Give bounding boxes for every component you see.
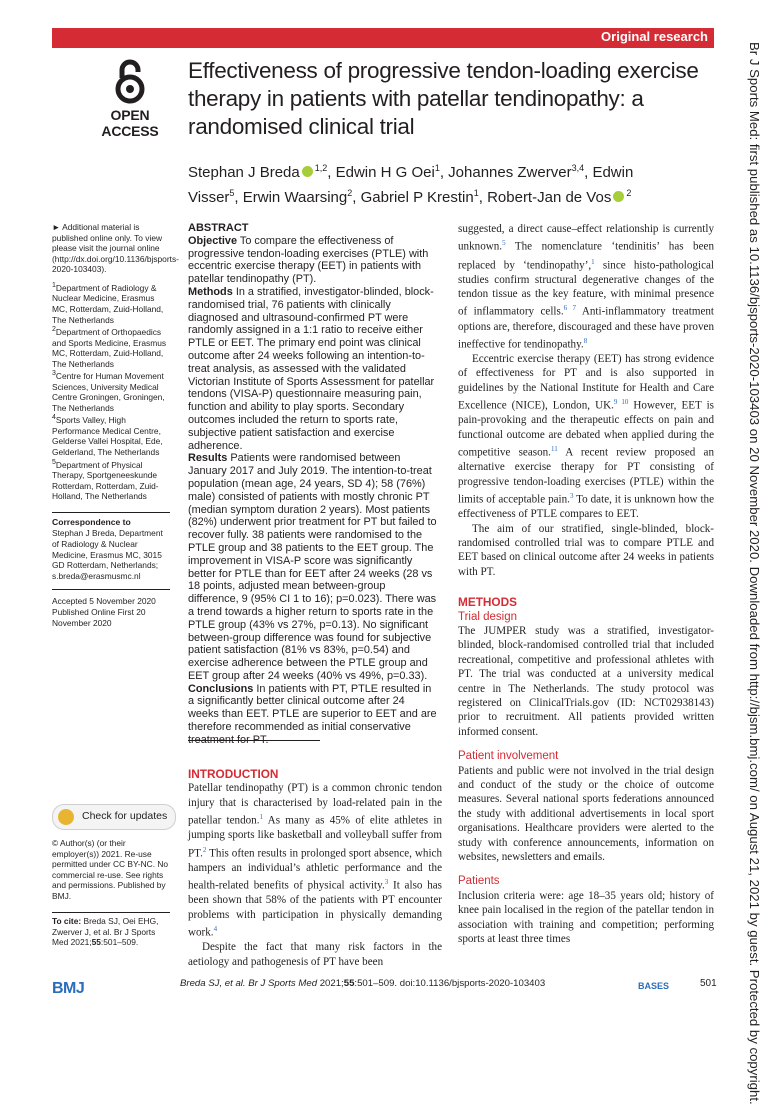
published-date: Published Online First 20 November 2020 <box>52 606 146 628</box>
right-column <box>458 222 714 947</box>
citation-pages: :501–509. <box>100 937 139 948</box>
abstract-section-label: Results <box>188 452 228 465</box>
affiliation: $^4$Sports Valley, High Performance Medical Centre, Gelderse Vallei Hospital, Ede, Gelderland, The Netherlands <box>52 414 163 458</box>
author-list: Stephan J Breda $^{1,2}$, Edwin H G Oei$^1$, Johannes Zwerver$^{3,4}$, Edwin Visser$^5$, Erwin Waarsing$^2$, Gabriel P Krestin$^1$, Robert-Jan de Vos $^2$ <box>188 163 634 206</box>
footer-authors: Breda SJ, et al. Br J Sports Med <box>180 978 318 989</box>
check-updates-label: Check for updates <box>82 810 168 822</box>
affiliation-list <box>52 281 170 502</box>
patient-involvement-text: Patients and public were not involved in the trial design and conduct of the study or the choice of outcome measures. Several national sports federations announced the study with additional advertisements in local sport organisations. Healthcare providers were alerted to the study with conference announcements, information on websites, newsletters and emails. <box>458 764 714 864</box>
orcid-icon[interactable] <box>613 191 624 202</box>
citation-label: To cite: <box>52 916 82 926</box>
section-banner <box>52 28 714 48</box>
patients-heading: Patients <box>458 875 500 888</box>
introduction-section <box>188 767 442 969</box>
intro-paragraph-3: suggested, a direct cause–effect relationship is currently unknown.$^5$ The nomenclature ‘tendinitis’ has been replaced by ‘tendinopathy’,$^1$ since histo-pathological studies confirm structural degenerative changes of the tendon tissue as the key feature, with minimal presence of inflammatory cells.$^{6 7}$ Anti-inflammatory treatment options are, therefore, discouraged and these have proven ineffective for tendinopathy.$^8$ <box>458 223 715 351</box>
abstract-section-text: Patients were randomised between January 2017 and July 2019. The intention-to-treat population (mean age, 24 years, SD 4); 58 (76%) male) consisted of patients with mostly chronic PT (median symptom duration 2 years). Most patients (82%) underwent prior treatment for PT but failed to recover fully. 38 patients were randomised to the PTLE group and 38 patients to the EET group. The improvement in VISA-P score was significantly better for PTLE than for EET after 24 weeks (28 vs 18 points, adjusted mean between-group difference, 9 (95% CI 1 to 16); p=0.023). There was a trend towards a higher return to sports rate in the PTLE group (43% vs 27%, p=0.13). No significant between-group difference was found for subjective patient satisfaction (81% vs 83%, p=0.54) and exercise adherence between the PTLE group and EET group after 24 weeks (40% vs 49%, p=0.33). <box>188 452 437 682</box>
affiliation: $^2$Department of Orthopaedics and Sports Medicine, Erasmus MC, Rotterdam, Zuid-Holland, The Netherlands <box>52 326 167 369</box>
citation-text: Breda SJ, Oei EHG, Zwerver J, et al. Br J Sports Med <box>52 916 159 948</box>
download-notice <box>742 42 764 1105</box>
citation-volume: 55 <box>91 937 101 948</box>
intro-paragraph-2: Despite the fact that many risk factors in the aetiology and pathogenesis of PT have been <box>188 941 442 968</box>
author-affiliation: 1 <box>434 163 440 173</box>
page-footer <box>180 978 600 989</box>
abstract-section-label: Objective <box>188 234 238 247</box>
footer-volume: 55 <box>343 978 355 989</box>
patients-text: Inclusion criteria were: age 18–35 years old; history of knee pain localised in the region of the patellar tendon in association with training and competition; performing sports at least three times <box>458 889 714 946</box>
page-number: 501 <box>700 978 717 989</box>
open-access-logo <box>90 58 170 139</box>
author-affiliation: 5 <box>229 188 235 198</box>
abstract-divider <box>188 740 320 741</box>
open-access-text: OPEN ACCESS <box>101 107 159 139</box>
abstract-section <box>188 286 438 452</box>
author-name: Erwin Waarsing <box>242 189 348 206</box>
abstract-section-text: In a stratified, investigator-blinded, block-randomised trial, 76 patients with clinically diagnosed and ultrasound-confirmed PT were randomly assigned in a 1:1 ratio to receive either PTLE or EET. The primary end point was clinical outcome after 24 weeks following an intention-to-treat analysis, as assessed with the validated Victorian Institute of Sports Assessment for patellar tendons (VISA-P) questionnaire measuring pain, function and ability to play sports. Secondary outcomes included the return to sports rate, subjective patient satisfaction and exercise adherence. <box>188 285 435 452</box>
author-name: Edwin H G Oei <box>335 164 435 181</box>
abstract-section <box>188 452 438 682</box>
additional-material-note: ► Additional material is published online only. To view please visit the journal online (http://dx.doi.org/10.1136/bjsports-2020-103403). <box>52 222 179 275</box>
author-name: Edwin Visser <box>188 164 634 206</box>
abstract-section-label: Methods <box>188 285 233 298</box>
author-affiliation: 2 <box>347 188 353 198</box>
footer-doi: :501–509. doi:10.1136/bjsports-2020-103403 <box>354 978 546 989</box>
affiliation: $^1$Department of Radiology & Nuclear Medicine, Erasmus MC, Rotterdam, Zuid-Holland, The Netherlands <box>52 281 164 325</box>
download-notice-text: Br J Sports Med: first published as 10.1136/bjsports-2020-103403 on 20 November 2020. Downloaded from http://bjsm.bmj.com/ on August 21, 2021 by guest. Protected by copyright. <box>747 42 762 1105</box>
intro-paragraph-1: Patellar tendinopathy (PT) is a common chronic tendon injury that is characterised by load-related pain in the patellar tendon.$^1$ As many as 45% of elite athletes in jumping sports like basketball and volleyball suffer from PT.$^2$ This often results in prolonged sport absence, which hampers an individual’s athletic performance and the health-related benefits of physical activity.$^3$ It also has been shown that 58% of the patients with PT encounter problems with participation in physically demanding work.$^4$ <box>188 782 442 939</box>
author-affiliation: 2 <box>626 188 632 198</box>
author-name: Gabriel P Krestin <box>360 189 474 206</box>
correspondence-heading: Correspondence to <box>52 512 170 528</box>
abstract-section <box>188 235 438 286</box>
abstract <box>188 222 438 747</box>
bases-logo: BASES <box>638 981 670 991</box>
methods-heading: METHODS <box>458 595 517 610</box>
trial-design-heading: Trial design <box>458 610 518 623</box>
open-access-lock-icon <box>112 58 148 104</box>
article-title: Effectiveness of progressive tendon-loading exercise therapy in patients with patellar tendinopathy: a randomised clinical trial <box>188 58 699 139</box>
citation-box <box>52 912 170 948</box>
footer-year: 2021; <box>319 978 344 989</box>
section-label: Original research <box>601 29 708 44</box>
bmj-logo: BMJ <box>52 980 85 997</box>
author-affiliation: 1,2 <box>314 163 328 173</box>
intro-paragraph-4: Eccentric exercise therapy (EET) has strong evidence of effectiveness for PT and is also supported in guidelines by the National Institute for Health and Care Excellence (NICE), London, UK.$^{9 10}$ However, EET is pain-provoking and the therapeutic effects on pain and functional outcome are debated when applied during the competitive season.$^{11}$ A recent review proposed an alternative exercise therapy for PT consisting of progressive tendon-loading exercises (PTLE) within the limits of acceptable pain.$^3$ To date, it is unknown how the effectiveness of PTLE compares to EET. <box>458 353 715 521</box>
author-name: Stephan J Breda <box>188 164 300 181</box>
intro-paragraph-5: The aim of our stratified, single-blinded, block-randomised controlled trial was to compare PTLE and EET based on clinical outcome after 24 weeks in patients with PT. <box>458 522 714 578</box>
orcid-icon[interactable] <box>302 166 313 177</box>
check-updates-button[interactable] <box>52 804 176 830</box>
abstract-section-text: To compare the effectiveness of progressive tendon-loading exercises (PTLE) with eccentric exercise therapy (EET) in patients with patellar tendinopathy (PT). <box>188 234 429 286</box>
license-text: © Author(s) (or their employer(s)) 2021. Re-use permitted under CC BY-NC. No commercial re-use. See rights and permissions. Published by BMJ. <box>52 838 169 901</box>
abstract-section <box>188 683 438 747</box>
correspondence-text: Stephan J Breda, Department of Radiology & Nuclear Medicine, Erasmus MC, 3015 GD Rotterdam, Netherlands; s.breda@erasmusmc.nl <box>52 528 163 581</box>
abstract-heading: ABSTRACT <box>188 222 249 234</box>
trial-design-text: The JUMPER study was a stratified, investigator-blinded, block-randomised controlled trial that included recreational, competitive and professional athletes with PT. The trial was conducted at a university medical centre in The Netherlands. The study protocol was registered on ClinicalTrials.gov (ID: NCT02938143) prior to recruitment. All patients provided written informed consent. <box>458 624 714 738</box>
accepted-date: Accepted 5 November 2020 <box>52 589 170 607</box>
affiliation: $^3$Centre for Human Movement Sciences, University Medical Centre Groningen, Groningen, The Netherlands <box>52 370 165 413</box>
author-name: Johannes Zwerver <box>448 164 572 181</box>
abstract-sections <box>188 235 438 747</box>
author-affiliation: 1 <box>473 188 479 198</box>
citation-year: 2021; <box>70 937 92 948</box>
check-updates-icon <box>58 809 74 825</box>
introduction-heading: INTRODUCTION <box>188 767 279 781</box>
author-name: Robert-Jan de Vos <box>487 189 612 206</box>
sidebar <box>52 222 179 634</box>
author-affiliation: 3,4 <box>571 163 585 173</box>
affiliation: $^5$Department of Physical Therapy, Sportgeneeskunde Rotterdam, Rotterdam, Zuid-Holland, The Netherlands <box>52 458 159 502</box>
abstract-section-text: In patients with PT, PTLE resulted in a significantly better clinical outcome after 24 weeks than EET. PTLE are superior to EET and are therefore recommended as initial conservative treatment for PT. <box>188 682 437 746</box>
patient-involvement-heading: Patient involvement <box>458 750 559 763</box>
abstract-section-label: Conclusions <box>188 682 254 695</box>
